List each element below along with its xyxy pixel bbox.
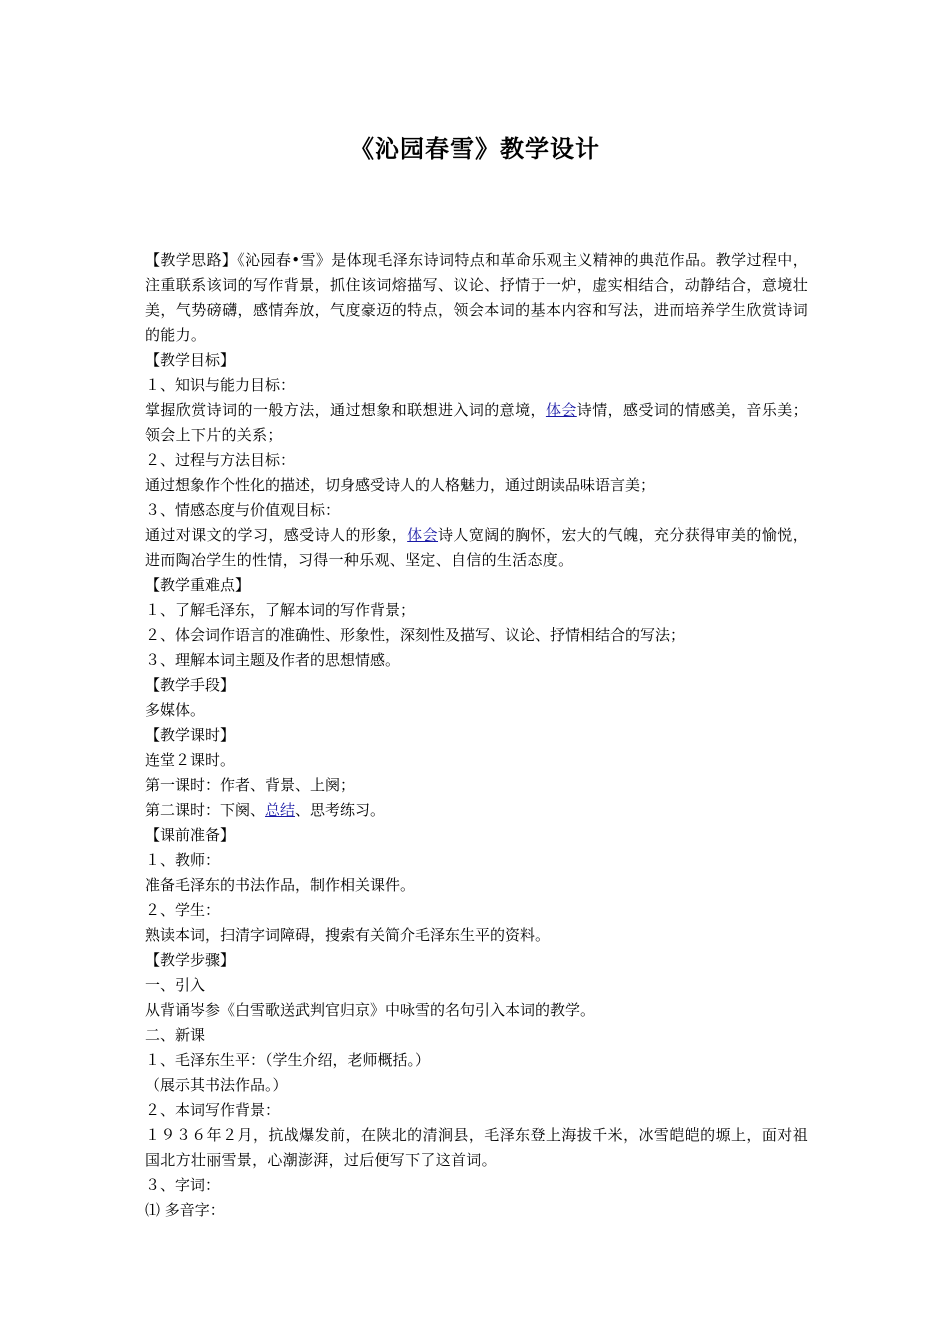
step2-3: ３、字词：: [145, 1176, 221, 1194]
hours-first-lesson: 第一课时：作者、背景、上阕；: [145, 776, 356, 794]
goal2-text: 通过想象作个性化的描述，切身感受诗人的人格魅力，通过朗读品味语言美；: [145, 476, 656, 494]
goal3-text-a: 通过对课文的学习，感受诗人的形象，: [145, 526, 408, 544]
means-text: 多媒体。: [145, 701, 206, 719]
prep-teacher-heading: １、教师：: [145, 851, 221, 869]
goal1-link[interactable]: 体会: [545, 401, 577, 419]
prep-student-heading: ２、学生：: [145, 901, 221, 919]
step2-1-note: （展示其书法作品。）: [145, 1076, 288, 1094]
step1-text: 从背诵岑参《白雪歌送武判官归京》中咏雪的名句引入本词的教学。: [145, 1001, 596, 1019]
hours-second-text-a: 第二课时：下阕、: [145, 801, 266, 819]
summary-link[interactable]: 总结: [265, 801, 296, 819]
goal3-heading: ３、情感态度与价值观目标：: [145, 501, 341, 519]
prep-heading: 【课前准备】: [145, 826, 236, 844]
hours-second-text-b: 、思考练习。: [295, 801, 386, 819]
goal1-text-b: 诗情，感受词的情感美，音乐美；领会上下片的关系；: [145, 401, 808, 444]
hours-text: 连堂２课时。: [145, 751, 236, 769]
goal3-text-b: 诗人宽阔的胸怀，宏大的气魄，充分获得审美的愉悦，进而陶冶学生的性情，习得一种乐观、坚定、自信的生活态度。: [145, 526, 808, 569]
step2-heading: 二、新课: [145, 1026, 206, 1044]
document-title: 《沁园春雪》教学设计: [350, 134, 600, 163]
hours-second-lesson: [145, 798, 808, 823]
steps-heading: 【教学步骤】: [145, 951, 236, 969]
hours-heading: 【教学课时】: [145, 726, 236, 744]
document-body: [145, 248, 808, 1223]
prep-student-text: 熟读本词，扫清字词障碍，搜索有关简介毛泽东生平的资料。: [145, 926, 551, 944]
goal1-text-a: 掌握欣赏诗词的一般方法，通过想象和联想进入词的意境，: [145, 401, 546, 419]
prep-teacher-text: 准备毛泽东的书法作品，制作相关课件。: [145, 876, 416, 894]
key-point-1: １、了解毛泽东，了解本词的写作背景；: [145, 601, 416, 619]
step2-2-text: １９３６年２月，抗战爆发前，在陕北的清涧县，毛泽东登上海拔千米，冰雪皑皑的塬上，面对祖国北方壮丽雪景，心潮澎湃，过后便写下了这首词。: [145, 1126, 808, 1169]
key-points-heading: 【教学重难点】: [145, 576, 251, 594]
goal3-paragraph: [145, 523, 808, 573]
step2-2: ２、本词写作背景：: [145, 1101, 281, 1119]
key-point-2: ２、体会词作语言的准确性、形象性，深刻性及描写、议论、抒情相结合的写法；: [145, 626, 686, 644]
goal1-heading: １、知识与能力目标：: [145, 376, 296, 394]
means-heading: 【教学手段】: [145, 676, 236, 694]
goal2-heading: ２、过程与方法目标：: [145, 451, 296, 469]
goal1-paragraph: [145, 398, 808, 448]
step1-heading: 一、引入: [145, 976, 206, 994]
teaching-approach-paragraph: 【教学思路】《沁园春•雪》是体现毛泽东诗词特点和革命乐观主义精神的典范作品。教学过程中，注重联系该词的写作背景，抓住该词熔描写、议论、抒情于一炉，虚实相结合，动静结合，意境壮美，气势磅礴，感情奔放，气度豪迈的特点，领会本词的基本内容和写法，进而培养学生欣赏诗词的能力。: [145, 251, 808, 344]
step2-1: １、毛泽东生平：（学生介绍，老师概括。）: [145, 1051, 431, 1069]
goals-heading: 【教学目标】: [145, 351, 236, 369]
goal3-link[interactable]: 体会: [407, 526, 439, 544]
key-point-3: ３、理解本词主题及作者的思想情感。: [145, 651, 401, 669]
step2-3-1: ⑴ 多音字：: [145, 1201, 225, 1219]
